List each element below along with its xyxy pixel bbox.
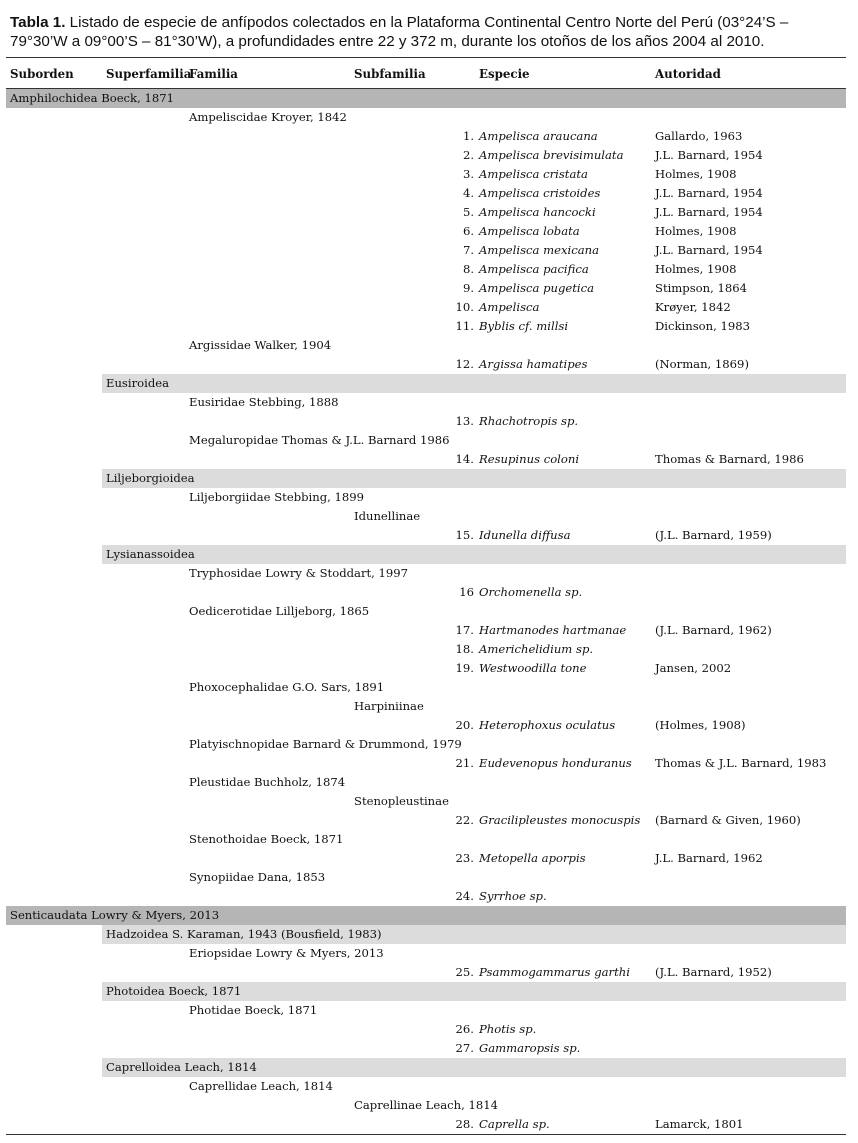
species-number: 8. xyxy=(462,262,474,276)
familia-name: Tryphosidae Lowry & Stoddart, 1997 xyxy=(189,566,409,580)
especie-row xyxy=(6,811,846,830)
species-name: Gracilipleustes monocuspis xyxy=(479,813,641,827)
especie-row xyxy=(6,127,846,146)
species-number: 13. xyxy=(455,414,474,428)
species-authority: Krøyer, 1842 xyxy=(655,300,731,314)
species-number: 3. xyxy=(462,167,474,181)
subfamilia-name: Idunellinae xyxy=(354,509,421,523)
superfamilia-row xyxy=(102,1058,846,1077)
header-superfamilia: Superfamilia xyxy=(106,67,192,81)
species-authority: Holmes, 1908 xyxy=(655,262,737,276)
species-name: Syrrhoe sp. xyxy=(479,889,547,903)
subfamilia-name: Caprellinae Leach, 1814 xyxy=(354,1098,498,1112)
species-number: 23. xyxy=(455,851,474,865)
familia-row xyxy=(6,678,846,697)
familia-row xyxy=(6,336,846,355)
especie-row xyxy=(6,203,846,222)
species-authority: J.L. Barnard, 1954 xyxy=(655,243,763,257)
suborden-row xyxy=(6,906,846,925)
species-authority: Dickinson, 1983 xyxy=(655,319,750,333)
especie-row xyxy=(6,963,846,982)
species-name: Ampelisca xyxy=(479,300,540,314)
species-name: Photis sp. xyxy=(479,1022,537,1036)
familia-name: Liljeborgiidae Stebbing, 1899 xyxy=(189,490,365,504)
species-authority: J.L. Barnard, 1954 xyxy=(655,186,763,200)
species-authority: Lamarck, 1801 xyxy=(655,1117,744,1131)
familia-name: Platyischnopidae Barnard & Drummond, 1979 xyxy=(189,737,462,751)
species-authority: Thomas & J.L. Barnard, 1983 xyxy=(655,756,827,770)
familia-name: Photidae Boeck, 1871 xyxy=(189,1003,318,1017)
familia-row xyxy=(6,602,846,621)
species-authority: (Barnard & Given, 1960) xyxy=(655,813,801,827)
subfamilia-row xyxy=(6,507,846,526)
superfamilia-name: Liljeborgioidea xyxy=(106,471,195,485)
species-authority: J.L. Barnard, 1954 xyxy=(655,148,763,162)
caption-label: Tabla 1. xyxy=(10,14,66,31)
especie-row xyxy=(6,260,846,279)
familia-row xyxy=(6,773,846,792)
species-name: Ampelisca pugetica xyxy=(479,281,595,295)
species-number: 27. xyxy=(455,1041,474,1055)
especie-row xyxy=(6,659,846,678)
familia-row xyxy=(6,488,846,507)
superfamilia-row xyxy=(102,982,846,1001)
especie-row xyxy=(6,621,846,640)
species-number: 9. xyxy=(462,281,474,295)
species-number: 20. xyxy=(455,718,474,732)
familia-name: Caprellidae Leach, 1814 xyxy=(189,1079,333,1093)
species-number: 22. xyxy=(455,813,474,827)
superfamilia-name: Eusiroidea xyxy=(106,376,170,390)
familia-row xyxy=(6,393,846,412)
species-authority: J.L. Barnard, 1954 xyxy=(655,205,763,219)
species-authority: (J.L. Barnard, 1959) xyxy=(655,528,772,542)
species-number: 18. xyxy=(455,642,474,656)
especie-row xyxy=(6,355,846,374)
especie-row xyxy=(6,165,846,184)
especie-row xyxy=(6,583,846,602)
species-name: Ampelisca araucana xyxy=(479,129,598,143)
familia-row xyxy=(6,735,846,754)
species-name: Byblis cf. millsi xyxy=(479,319,569,333)
header-familia: Familia xyxy=(189,67,238,81)
subfamilia-name: Harpiniinae xyxy=(354,699,424,713)
suborden-name: Senticaudata Lowry & Myers, 2013 xyxy=(10,908,220,922)
familia-name: Eriopsidae Lowry & Myers, 2013 xyxy=(189,946,384,960)
species-number: 19. xyxy=(455,661,474,675)
species-number: 24. xyxy=(455,889,474,903)
species-authority: (Norman, 1869) xyxy=(655,357,749,371)
species-name: Ampelisca lobata xyxy=(479,224,580,238)
species-authority: Holmes, 1908 xyxy=(655,167,737,181)
species-authority: Stimpson, 1864 xyxy=(655,281,747,295)
especie-row xyxy=(6,298,846,317)
superfamilia-row xyxy=(102,925,846,944)
especie-row xyxy=(6,317,846,336)
species-name: Idunella diffusa xyxy=(479,528,571,542)
species-number: 11. xyxy=(455,319,474,333)
species-number: 5. xyxy=(462,205,474,219)
especie-row xyxy=(6,716,846,735)
familia-row xyxy=(6,944,846,963)
species-number: 26. xyxy=(455,1022,474,1036)
superfamilia-row xyxy=(102,469,846,488)
superfamilia-name: Photoidea Boeck, 1871 xyxy=(106,984,242,998)
species-name: Orchomenella sp. xyxy=(479,585,583,599)
subfamilia-row xyxy=(6,697,846,716)
species-name: Metopella aporpis xyxy=(479,851,586,865)
superfamilia-name: Lysianassoidea xyxy=(106,547,195,561)
species-number: 28. xyxy=(455,1117,474,1131)
familia-row xyxy=(6,431,846,450)
especie-row xyxy=(6,184,846,203)
species-number: 25. xyxy=(455,965,474,979)
especie-row xyxy=(6,412,846,431)
species-authority: (Holmes, 1908) xyxy=(655,718,746,732)
species-number: 14. xyxy=(455,452,474,466)
species-number: 12. xyxy=(455,357,474,371)
species-name: Argissa hamatipes xyxy=(479,357,588,371)
species-name: Hartmanodes hartmanae xyxy=(479,623,627,637)
familia-name: Synopiidae Dana, 1853 xyxy=(189,870,326,884)
species-authority: Thomas & Barnard, 1986 xyxy=(655,452,804,466)
familia-name: Phoxocephalidae G.O. Sars, 1891 xyxy=(189,680,385,694)
familia-name: Megaluropidae Thomas & J.L. Barnard 1986 xyxy=(189,433,450,447)
species-name: Ampelisca cristoides xyxy=(479,186,601,200)
table-body xyxy=(6,89,846,1135)
species-name: Ampelisca brevisimulata xyxy=(479,148,624,162)
familia-row xyxy=(6,830,846,849)
table-caption xyxy=(10,13,848,51)
species-number: 1. xyxy=(462,129,474,143)
especie-row xyxy=(6,1020,846,1039)
species-table xyxy=(6,57,846,1135)
species-number: 6. xyxy=(462,224,474,238)
species-name: Psammogammarus garthi xyxy=(479,965,630,979)
species-number: 7. xyxy=(462,243,474,257)
species-number: 17. xyxy=(455,623,474,637)
suborden-row xyxy=(6,89,846,108)
species-name: Ampelisca mexicana xyxy=(479,243,599,257)
species-name: Ampelisca hancocki xyxy=(479,205,596,219)
superfamilia-name: Caprelloidea Leach, 1814 xyxy=(106,1060,257,1074)
especie-row xyxy=(6,887,846,906)
species-name: Rhachotropis sp. xyxy=(479,414,579,428)
subfamilia-row xyxy=(6,1096,846,1115)
species-number: 4. xyxy=(462,186,474,200)
caption-text: Listado de especie de anfípodos colectados en la Plataforma Continental Centro Norte del Perú (03°24’S – 79°30’W a 09°00’S – 81°30’W), a profundidades entre 22 y 372 m, durante los otoños de los años 2004 al 2010. xyxy=(10,14,789,50)
especie-row xyxy=(6,279,846,298)
especie-row xyxy=(6,526,846,545)
familia-name: Argissidae Walker, 1904 xyxy=(189,338,332,352)
familia-name: Stenothoidae Boeck, 1871 xyxy=(189,832,344,846)
especie-row xyxy=(6,1115,846,1135)
subfamilia-name: Stenopleustinae xyxy=(354,794,449,808)
especie-row xyxy=(6,241,846,260)
species-number: 10. xyxy=(455,300,474,314)
species-name: Ampelisca cristata xyxy=(479,167,588,181)
species-authority: (J.L. Barnard, 1952) xyxy=(655,965,772,979)
header-suborden: Suborden xyxy=(10,67,74,81)
familia-name: Pleustidae Buchholz, 1874 xyxy=(189,775,346,789)
species-number: 16 xyxy=(459,585,474,599)
species-name: Gammaropsis sp. xyxy=(479,1041,581,1055)
familia-row xyxy=(6,1001,846,1020)
familia-row xyxy=(6,108,846,127)
superfamilia-row xyxy=(102,545,846,564)
species-name: Heterophoxus oculatus xyxy=(479,718,616,732)
species-name: Resupinus coloni xyxy=(479,452,580,466)
familia-row xyxy=(6,564,846,583)
header-subfamilia: Subfamilia xyxy=(354,67,426,81)
species-authority: J.L. Barnard, 1962 xyxy=(655,851,763,865)
species-number: 21. xyxy=(455,756,474,770)
especie-row xyxy=(6,450,846,469)
suborden-name: Amphilochidea Boeck, 1871 xyxy=(10,91,174,105)
header-especie: Especie xyxy=(479,67,530,81)
familia-row xyxy=(6,868,846,887)
species-number: 15. xyxy=(455,528,474,542)
superfamilia-name: Hadzoidea S. Karaman, 1943 (Bousfield, 1983) xyxy=(106,927,382,941)
familia-row xyxy=(6,1077,846,1096)
especie-row xyxy=(6,640,846,659)
species-name: Westwoodilla tone xyxy=(479,661,587,675)
species-authority: Gallardo, 1963 xyxy=(655,129,743,143)
especie-row xyxy=(6,1039,846,1058)
familia-name: Eusiridae Stebbing, 1888 xyxy=(189,395,339,409)
familia-name: Ampeliscidae Kroyer, 1842 xyxy=(189,110,347,124)
species-authority: Holmes, 1908 xyxy=(655,224,737,238)
header-autoridad: Autoridad xyxy=(655,67,721,81)
species-authority: Jansen, 2002 xyxy=(655,661,732,675)
species-number: 2. xyxy=(462,148,474,162)
especie-row xyxy=(6,146,846,165)
species-name: Eudevenopus honduranus xyxy=(479,756,632,770)
species-name: Americhelidium sp. xyxy=(479,642,594,656)
species-name: Caprella sp. xyxy=(479,1117,550,1131)
species-authority: (J.L. Barnard, 1962) xyxy=(655,623,772,637)
familia-name: Oedicerotidae Lilljeborg, 1865 xyxy=(189,604,370,618)
subfamilia-row xyxy=(6,792,846,811)
species-name: Ampelisca pacifica xyxy=(479,262,589,276)
table-header xyxy=(6,58,846,89)
especie-row xyxy=(6,849,846,868)
especie-row xyxy=(6,754,846,773)
especie-row xyxy=(6,222,846,241)
superfamilia-row xyxy=(102,374,846,393)
